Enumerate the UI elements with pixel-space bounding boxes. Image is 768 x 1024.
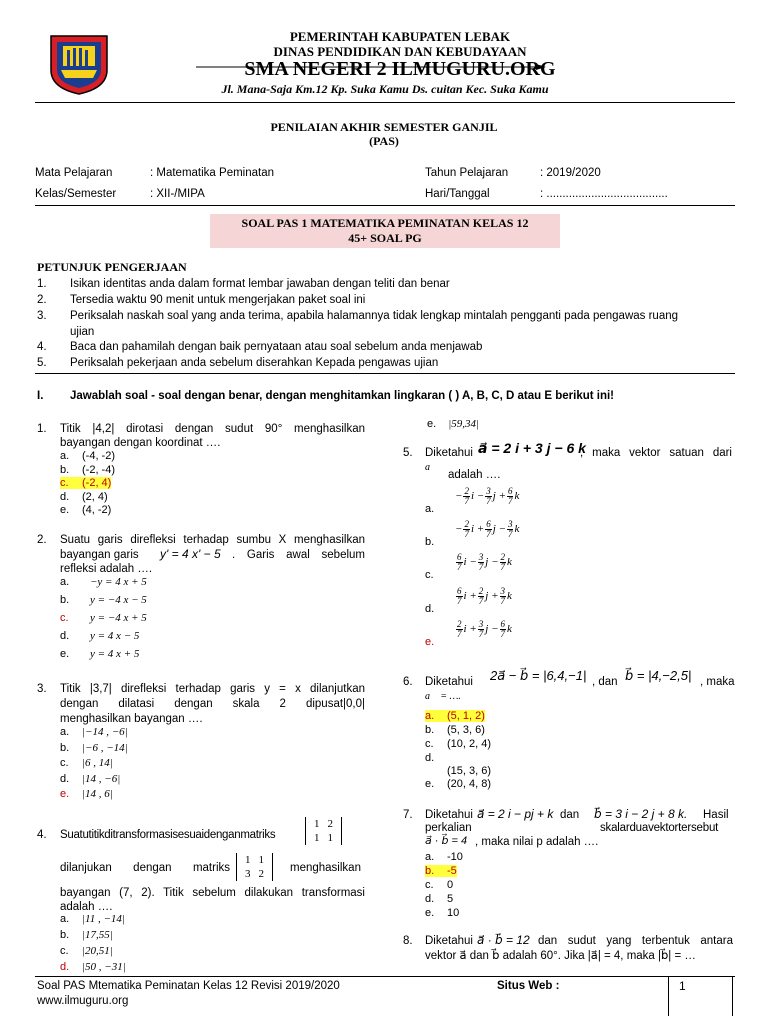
page-number: 1: [679, 979, 686, 993]
class-label: Kelas/Semester: [35, 188, 117, 200]
school-logo: [45, 30, 113, 98]
q7-option[interactable]: [425, 851, 463, 863]
q6-equation-1: 2a⃗ − b⃗ = |6,4,−1|: [490, 668, 587, 683]
option-value: y = −4 x − 5: [90, 594, 147, 606]
q6-option[interactable]: [425, 738, 491, 750]
option-value: |20,51|: [82, 945, 113, 957]
option-value: -5: [447, 865, 457, 877]
instruction-number: 4.: [37, 341, 47, 353]
q4-line4: adalah ….: [60, 901, 113, 913]
q7-line2b: skalarduavektortersebut: [600, 822, 719, 834]
option-value: (4, -2): [82, 504, 112, 516]
option-letter: c.: [425, 569, 434, 581]
q8-line2: vektor a⃗ dan b⃗ adalah 60°. Jika |a⃗| = 4, maka |b⃗| = …: [425, 950, 696, 962]
option-value: |−14 , −6|: [82, 726, 128, 738]
option-value: −y = 4 x + 5: [90, 576, 147, 588]
option-letter: d.: [425, 752, 435, 764]
option-letter: b.: [425, 724, 435, 736]
instruction-number: 5.: [37, 357, 47, 369]
option-letter: e.: [425, 636, 435, 648]
q1-option[interactable]: [60, 477, 111, 489]
q1-line1: Titik |4,2| dirotasi dengan sudut 90° menghasilkan: [60, 423, 365, 435]
footer-rule: [35, 976, 735, 977]
option-value: |14 , 6|: [82, 788, 113, 800]
footer-site-label: Situs Web :: [497, 980, 560, 992]
option-value: |−6 , −14|: [82, 741, 128, 754]
option-letter: d.: [60, 630, 70, 642]
footer-title: Soal PAS Mtematika Peminatan Kelas 12 Revisi 2019/2020: [37, 980, 340, 992]
q2-line3: refleksi adalah ….: [60, 563, 153, 575]
option-letter: d.: [60, 961, 70, 973]
instruction-number: 2.: [37, 294, 47, 306]
option-letter: d.: [60, 772, 70, 785]
option-letter: e.: [60, 648, 70, 660]
q5-line2: adalah ….: [448, 469, 501, 481]
q7-option[interactable]: [425, 907, 459, 919]
q4-matrix-1: 1 2 1 1: [305, 817, 342, 845]
q7-line1b: dan: [560, 809, 580, 821]
q8-line1a: Diketahui: [425, 935, 473, 947]
school-address: Jl. Mana-Saja Km.12 Kp. Suka Kamu Ds. cuitan Kec. Suka Kamu: [221, 82, 549, 96]
option-letter: e.: [425, 907, 435, 919]
banner-line1: SOAL PAS 1 MATEMATIKA PEMINATAN KELAS 12: [241, 216, 529, 230]
option-value: |50 , −31|: [82, 961, 126, 973]
q6-option[interactable]: [425, 752, 447, 764]
option-letter: c.: [60, 757, 69, 769]
q2-option[interactable]: [60, 612, 147, 624]
q1-option[interactable]: [60, 464, 115, 476]
instructions-rule: [35, 373, 735, 374]
q2-equation: y' = 4 x' − 5: [160, 547, 221, 561]
year-label: Tahun Pelajaran: [425, 167, 509, 179]
option-value: (-2, -4): [82, 463, 115, 476]
instruction-text: Periksalah pekerjaan anda sebelum diserahkan Kepada pengawas ujian: [70, 357, 439, 369]
subject-value: : Matematika Peminatan: [150, 167, 275, 179]
q4-option[interactable]: [60, 929, 113, 941]
q2-number: 2.: [37, 534, 47, 546]
q6-option[interactable]: [425, 710, 485, 722]
q2-line2a: bayangan garis: [60, 549, 139, 561]
q2-line2b: . Garis awal sebelum: [232, 549, 365, 561]
option-value: (2, 4): [82, 490, 108, 503]
q6-pre: Diketahui: [425, 676, 473, 688]
q4-option[interactable]: [60, 913, 125, 925]
option-letter: c.: [425, 738, 434, 750]
q2-line1: Suatu garis direfleksi terhadap sumbu X menghasilkan: [60, 534, 365, 546]
instruction-text: ujian: [70, 326, 95, 338]
option-letter: e.: [425, 778, 435, 790]
option-letter: b.: [60, 463, 70, 476]
q2-option[interactable]: [60, 648, 139, 660]
q4-option[interactable]: [60, 945, 113, 957]
q4-line3: bayangan (7, 2). Titik sebelum dilakukan transformasi: [60, 887, 365, 899]
option-value: (5, 3, 6): [447, 724, 485, 736]
option-letter: b.: [425, 536, 435, 548]
section-number: I.: [37, 390, 44, 402]
q4-option-e: e. |59,34|: [427, 418, 479, 430]
q8-number: 8.: [403, 935, 413, 947]
option-value: (5, 1, 2): [447, 710, 485, 722]
option-letter: a.: [425, 710, 447, 722]
q7-line1c: Hasil: [703, 809, 729, 821]
q1-option[interactable]: [60, 450, 115, 462]
q6-equation-2: b⃗ = |4,−2,5|: [625, 668, 692, 683]
option-value: |11 , −14|: [82, 913, 125, 925]
option-value: (15, 3, 6): [447, 765, 492, 777]
q1-number: 1.: [37, 423, 47, 435]
class-value: : XII-/MIPA: [150, 188, 205, 200]
q4-line2b: menghasilkan: [290, 862, 361, 874]
q8-equation: a⃗ · b⃗ = 12: [477, 933, 530, 947]
instruction-number: 1.: [37, 278, 47, 290]
q6-mid: , dan: [592, 676, 618, 688]
option-vector-expression: − $\frac{2}{7}$ i − $\frac{3}{7}$ j + $\frac{6}{7}$ k: [455, 486, 520, 506]
year-value: : 2019/2020: [540, 167, 601, 179]
option-letter: a.: [425, 851, 435, 863]
q4-number: 4.: [37, 829, 47, 841]
option-vector-expression: $\frac{2}{7}$ i + $\frac{3}{7}$ j − $\frac{6}{7}$ k: [457, 619, 512, 639]
option-value: (20, 4, 8): [447, 778, 492, 790]
q5-equation: a⃗ = 2 i + 3 j − 6 k: [478, 440, 586, 456]
q3-line2: dengan dilatasi dengan skala 2 dipusat|0,0|: [60, 698, 365, 710]
option-value: 5: [447, 893, 454, 905]
q3-line1: Titik |3,7| direfleksi terhadap garis y = x dilanjutkan: [60, 683, 365, 695]
option-letter: d.: [60, 490, 70, 503]
option-vector-expression: $\frac{6}{7}$ i − $\frac{3}{7}$ j − $\frac{2}{7}$ k: [457, 552, 512, 572]
instructions-title: PETUNJUK PENGERJAAN: [37, 260, 187, 274]
q7-line3: , maka nilai p adalah ….: [475, 836, 599, 848]
school-name: SMA NEGERI 2 ILMUGURU.ORG: [244, 58, 556, 80]
option-value: (10, 2, 4): [447, 738, 492, 750]
q8-line1b: dan sudut yang terbentuk antara: [538, 935, 733, 947]
instruction-text: Tersedia waktu 90 menit untuk mengerjakan paket soal ini: [70, 294, 366, 306]
option-letter: a.: [60, 726, 70, 738]
option-value: y = 4 x − 5: [90, 630, 140, 642]
option-letter: b.: [425, 865, 447, 877]
q5-vector-a: a⃗: [425, 462, 438, 473]
q7-option[interactable]: [425, 879, 453, 891]
option-value: (-4, -2): [82, 450, 115, 462]
q7-equation-b: b⃗ = 3 i − 2 j + 8 k.: [594, 807, 688, 821]
q3-option[interactable]: [60, 726, 128, 738]
option-value: |17,55|: [82, 929, 113, 941]
option-value: |6 , 14|: [82, 757, 113, 769]
q4-matrix-2: 1 1 3 2: [236, 853, 273, 881]
q3-option[interactable]: [60, 742, 128, 754]
option-value: |14 , −6|: [82, 772, 121, 785]
option-letter: c.: [60, 477, 82, 489]
instruction-number: 3.: [37, 310, 47, 322]
header-rule: [35, 102, 735, 103]
option-letter: d.: [425, 603, 435, 615]
option-letter: a.: [60, 913, 70, 925]
banner-line2: 45+ SOAL PG: [348, 231, 422, 245]
instruction-text: Baca dan pahamilah dengan baik pernyataan atau soal sebelum anda menjawab: [70, 341, 483, 353]
q2-option[interactable]: [60, 576, 147, 588]
q6-number: 6.: [403, 676, 413, 688]
q3-option[interactable]: [60, 788, 113, 800]
q6-option[interactable]: [425, 724, 485, 736]
q1-line2: bayangan dengan koordinat ….: [60, 437, 221, 449]
q1-option[interactable]: [60, 504, 111, 516]
option-letter: e.: [60, 788, 70, 800]
option-letter: b.: [60, 929, 70, 941]
option-letter: c.: [60, 945, 69, 957]
option-value: y = −4 x + 5: [90, 612, 147, 624]
option-letter: a.: [425, 503, 435, 515]
page-number-box: [668, 976, 733, 1016]
info-rule: [35, 205, 735, 206]
date-value: : ......................................: [540, 188, 668, 200]
q2-option[interactable]: [60, 594, 147, 606]
q4-line2a: dilanjukan dengan matriks: [60, 862, 230, 874]
q7-line2a: perkalian: [425, 822, 472, 834]
q1-option[interactable]: [60, 491, 108, 503]
q2-option[interactable]: [60, 630, 139, 642]
q6-line2: a⃗ = ….: [425, 691, 461, 702]
q7-option[interactable]: [425, 865, 457, 877]
q6-option[interactable]: [425, 778, 491, 790]
option-letter: d.: [425, 893, 435, 905]
instruction-text: Isikan identitas anda dalam format lembar jawaban dengan teliti dan benar: [70, 278, 450, 290]
q7-line3-equation: a⃗ · b⃗ = 4: [425, 835, 468, 847]
option-vector-expression: $\frac{6}{7}$ i + $\frac{2}{7}$ j + $\frac{3}{7}$ k: [457, 586, 512, 606]
date-label: Hari/Tanggal: [425, 188, 490, 200]
option-value: (-2, 4): [82, 477, 112, 489]
section-instruction: Jawablah soal - soal dengan benar, dengan menghitamkan lingkaran ( ) A, B, C, D atau E berikut ini!: [70, 390, 615, 402]
q4-option[interactable]: [60, 961, 126, 973]
dept-name: DINAS PENDIDIKAN DAN KEBUDAYAAN: [273, 44, 527, 59]
q3-option[interactable]: [60, 773, 120, 785]
q5-post: , maka vektor satuan dari: [580, 447, 732, 459]
q7-number: 7.: [403, 809, 413, 821]
title-banner: [210, 214, 560, 248]
option-letter: a.: [60, 450, 70, 462]
q7-line1a: Diketahui: [425, 809, 473, 821]
exam-abbr: (PAS): [369, 134, 399, 148]
q6-option[interactable]: [425, 765, 491, 777]
gov-name: PEMERINTAH KABUPATEN LEBAK: [289, 29, 511, 44]
option-letter: b.: [60, 741, 70, 754]
option-letter: a.: [60, 576, 70, 588]
option-value: 0: [447, 879, 454, 891]
q6-post: , maka: [700, 676, 735, 688]
q3-line3: menghasilkan bayangan ….: [60, 713, 203, 725]
q5-pre: Diketahui: [425, 447, 473, 459]
footer-url-link[interactable]: www.ilmuguru.org: [37, 995, 129, 1007]
q7-equation-a: a⃗ = 2 i − pj + k: [477, 807, 554, 821]
q3-option[interactable]: [60, 757, 113, 769]
option-letter: b.: [60, 594, 70, 606]
option-value: -10: [447, 851, 463, 863]
exam-title: PENILAIAN AKHIR SEMESTER GANJIL: [270, 120, 498, 134]
q3-number: 3.: [37, 683, 47, 695]
option-letter: c.: [60, 612, 69, 624]
q7-option[interactable]: [425, 893, 453, 905]
option-vector-expression: − $\frac{2}{7}$ i + $\frac{6}{7}$ j − $\frac{3}{7}$ k: [455, 519, 520, 539]
option-letter: c.: [425, 879, 434, 891]
instruction-text: Periksalah naskah soal yang anda terima, apabila halamannya tidak lengkap mintalah pengganti pada pengawas ruang: [70, 310, 679, 322]
q4-line1: Suatutitikditransformasisesuaidenganmatriks: [60, 829, 276, 841]
option-value: 10: [447, 907, 460, 919]
option-letter: e.: [60, 504, 70, 516]
q5-number: 5.: [403, 447, 413, 459]
subject-label: Mata Pelajaran: [35, 167, 113, 179]
option-value: y = 4 x + 5: [90, 648, 140, 660]
